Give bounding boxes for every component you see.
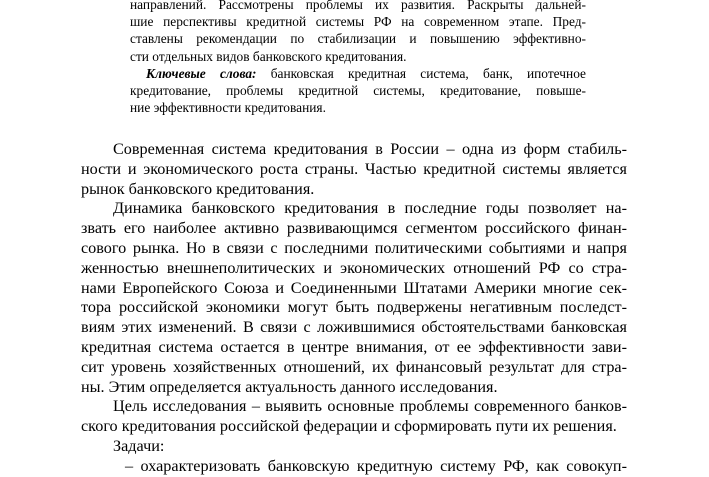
paragraph-1-line: рынок банковского кредитования. [81, 179, 315, 198]
keywords-line: кредитование, проблемы кредитной системы, кредитование, повыше- [130, 83, 586, 99]
keywords-text: банковская кредитная система, банк, ипотечное [256, 65, 586, 81]
paragraph-2-line: ны. Этим определяется актуальность данного исследования. [81, 377, 498, 396]
paragraph-1-line: ности и экономического роста страны. Частью кредитной системы является [81, 159, 627, 178]
paragraph-2-line: нами Европейского Союза и Соединенными Штатами Америки многие сек- [81, 278, 627, 297]
abstract-line: шие перспективы кредитной системы РФ на современном этапе. Пред- [130, 14, 586, 30]
abstract-line: сти отдельных видов банковского кредитования. [130, 48, 407, 64]
abstract-line: направлений. Рассмотрены проблемы их развития. Раскрыты дальней- [130, 0, 586, 12]
tasks-label: Задачи: [113, 436, 165, 455]
paragraph-3-line: Цель исследования – выявить основные проблемы современного банков- [113, 397, 627, 416]
task-item: – охарактеризовать банковскую кредитную систему РФ, как совокуп- [125, 456, 627, 475]
paragraph-2-line: Динамика банковского кредитования в последние годы позволяет на- [113, 199, 627, 218]
paragraph-3-line: ского кредитования российской федерации и сформировать пути их решения. [81, 417, 617, 436]
abstract-line: ставлены рекомендации по стабилизации и повышению эффективно- [130, 31, 586, 47]
body-text [81, 140, 627, 477]
paragraph-2-line: сит уровень хозяйственных отношений, их финансовый результат для стра- [81, 357, 627, 376]
paragraph-1-line: Современная система кредитования в России – одна из форм стабиль- [113, 140, 627, 158]
paragraph-2-line: женностью внешнеполитических и экономических отношений РФ со стра- [81, 258, 627, 277]
paragraph-2-line: виям этих изменений. В связи с ложившимися обстоятельствами банковская [81, 318, 627, 337]
keywords-line [130, 65, 586, 82]
abstract-block [130, 0, 586, 116]
keywords-label: Ключевые слова: [146, 65, 257, 81]
keywords-line: ние эффективности кредитования. [130, 100, 326, 116]
paragraph-2-line: сового рынка. Но в связи с последними политическими событиями и напря [81, 238, 627, 257]
paragraph-2-line: кредитная система остается в центре внимания, от ее эффективности зави- [81, 337, 627, 356]
paragraph-2-line: тора российской экономики могут быть подвержены негативным последст- [81, 298, 627, 317]
paragraph-2-line: звать его наиболее активно развивающимся сегментом российского финан- [81, 219, 627, 238]
